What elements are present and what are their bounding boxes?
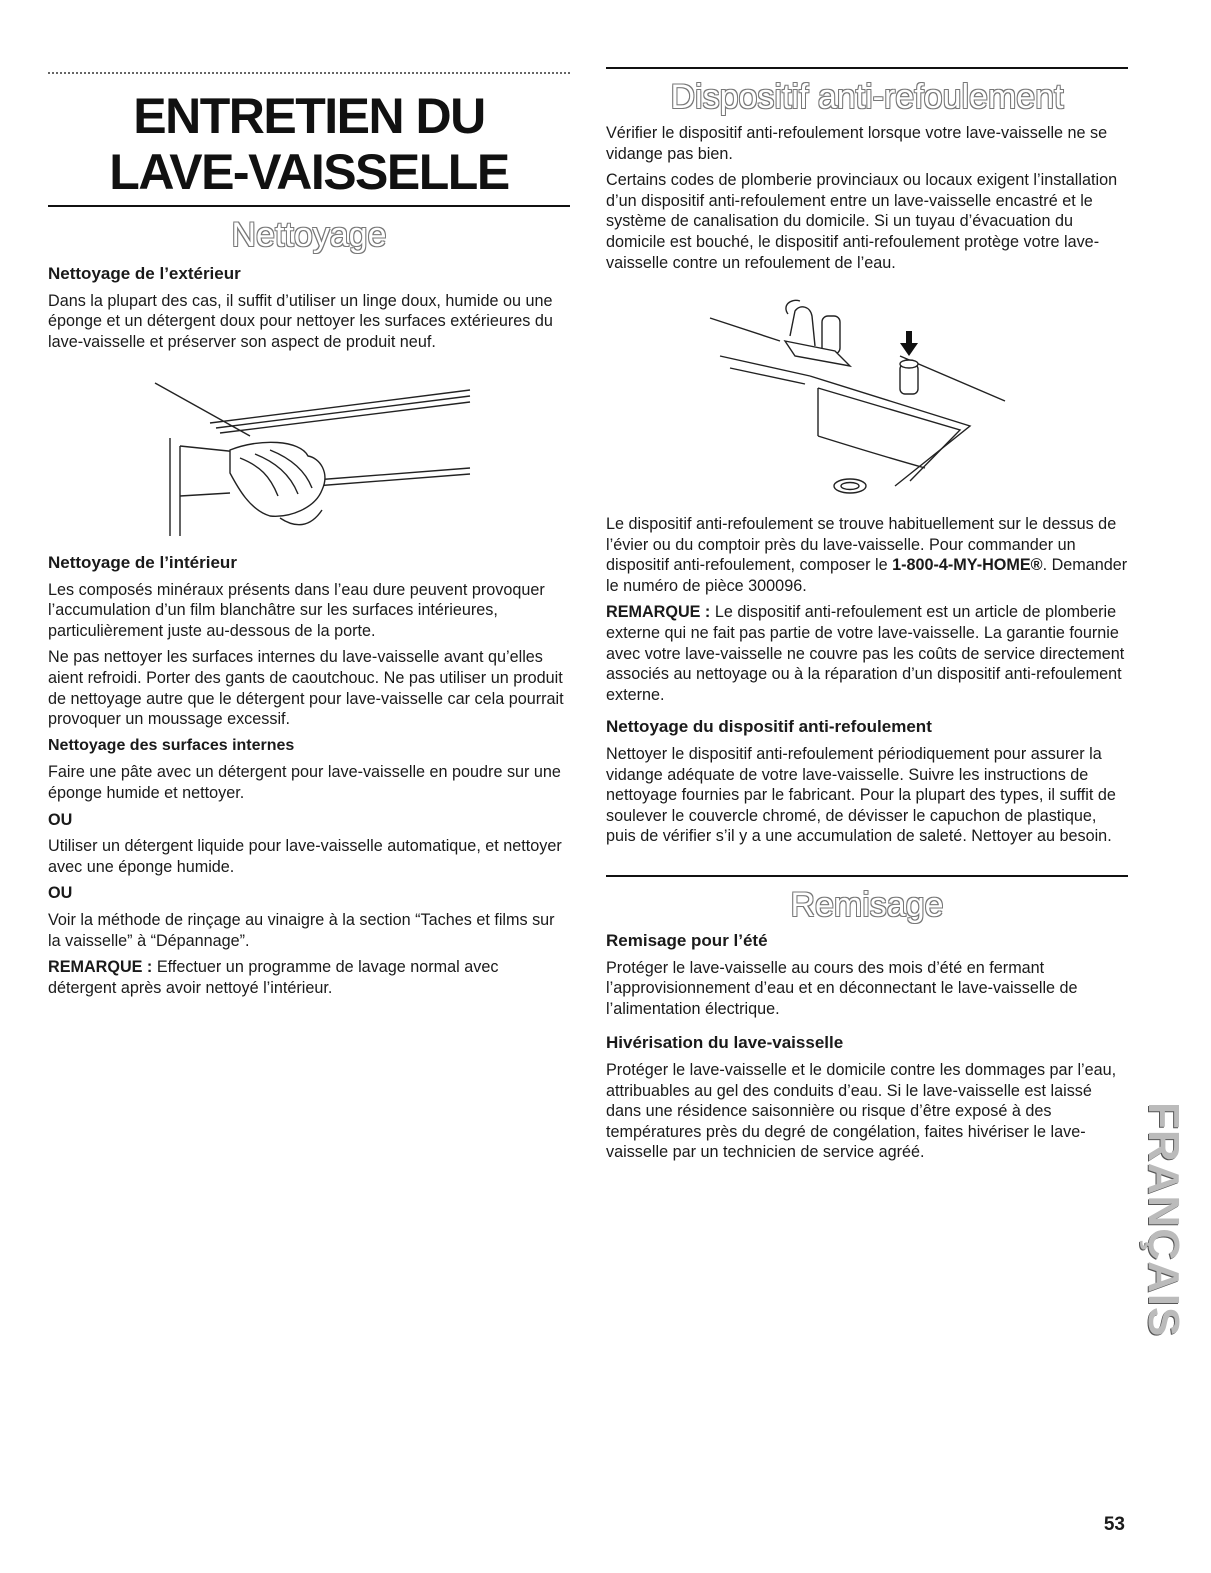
top-dotted-rule: [48, 72, 570, 74]
air-gap-paragraph-1: Vérifier le dispositif anti-refoulement lorsque votre lave-vaisselle ne se vidange pas bien.: [606, 124, 1108, 163]
section-title-nettoyage: Nettoyage: [231, 216, 387, 254]
storage-rule: [606, 875, 1128, 877]
air-gap-location-text: Le dispositif anti-refoulement se trouve habituellement sur le dessus de l’évier ou du comptoir près du lave-vaisselle. Pour commander un dispositif anti-refoulement, composer le: [606, 515, 1117, 575]
air-gap-details-block: [606, 514, 1128, 853]
interior-heading: Nettoyage de l’intérieur: [48, 553, 237, 572]
air-gap-cleaning-text: Nettoyer le dispositif anti-refoulement périodiquement pour assurer la vidange adéquate de votre lave-vaisselle. Suivre les instructions de nettoyage fournies par le fabricant. Pour la plupart des types, il suffit de soulever le couvercle chromé, de dévisser le capuchon de plastique, puis de vérifier s’il y a une accumulation de saleté. Nettoyer au besoin.: [606, 744, 1116, 846]
left-section-rule: [48, 205, 570, 207]
interior-paragraph-3: Faire une pâte avec un détergent pour lave-vaisselle en poudre sur une éponge humide et nettoyer.: [48, 763, 561, 802]
air-gap-note: [606, 602, 1128, 705]
interior-paragraph-4: Utiliser un détergent liquide pour lave-vaisselle automatique, et nettoyer avec une éponge humide.: [48, 837, 562, 876]
section-title-storage: Remisage: [790, 886, 944, 924]
section-title-air-gap: Dispositif anti-refoulement: [670, 78, 1064, 116]
air-gap-paragraph-2: Certains codes de plomberie provinciaux ou locaux exigent l’installation d’un dispositif anti-refoulement entre un lave-vaisselle encastré et le système de canalisation du domicile. Si un tuyau d’évacuation du domicile est bouché, le dispositif anti-refoulement protège votre lave-vaisselle contre un refoulement de l’eau.: [606, 171, 1118, 272]
language-side-tab: FRANÇAIS: [1139, 1102, 1188, 1338]
air-gap-sink-illustration: [700, 296, 1020, 496]
down-arrow-icon: [900, 331, 918, 356]
right-top-rule: [606, 67, 1128, 69]
or-label-1: OU: [48, 810, 73, 829]
interior-paragraph-1: Les composés minéraux présents dans l’eau dure peuvent provoquer l’accumulation d’un film blanchâtre sur les surfaces intérieures, particulièrement juste au-dessous de la porte.: [48, 580, 545, 640]
part-number-text: . Demander le numéro de pièce 300096.: [606, 556, 1128, 595]
exterior-cleaning-block: [48, 264, 568, 358]
exterior-heading: Nettoyage de l’extérieur: [48, 264, 241, 283]
title-line-1: ENTRETIEN DU: [133, 88, 485, 144]
winterizing-heading: Hivérisation du lave-vaisselle: [606, 1033, 844, 1053]
air-gap-note-label: REMARQUE :: [606, 603, 711, 622]
storage-block: [606, 931, 1128, 1169]
or-label-2: OU: [48, 884, 73, 903]
note-text: Effectuer un programme de lavage normal avec détergent après avoir nettoyé l’intérieur.: [48, 958, 499, 997]
phone-number: 1-800-4-MY-HOME®: [892, 556, 1043, 575]
title-line-2: LAVE-VAISSELLE: [109, 144, 509, 200]
air-gap-paragraph-3: [606, 514, 1128, 596]
page-title: [48, 88, 570, 200]
wiping-exterior-illustration: [150, 378, 480, 538]
interior-paragraph-2: Ne pas nettoyer les surfaces internes du lave-vaisselle avant qu’elles aient refroidi. Porter des gants de caoutchouc. Ne pas utiliser un produit de nettoyage autre que le détergent pour lave-vaisselle car cela pourrait provoquer un moussage excessif.: [48, 648, 564, 729]
exterior-text: Dans la plupart des cas, il suffit d’utiliser un linge doux, humide ou une éponge et un détergent doux pour nettoyer les surfaces extérieures du lave-vaisselle et préserver son aspect de produit neuf.: [48, 291, 553, 351]
air-gap-cleaning-heading: Nettoyage du dispositif anti-refoulement: [606, 717, 932, 737]
page-number: 53: [1103, 1514, 1125, 1535]
winterizing-text: Protéger le lave-vaisselle et le domicile contre les dommages par l’eau, attribuables au gel des conduits d’eau. Si le lave-vaisselle est laissé dans une résidence saisonnière ou risque d’être exposé à des températures près du degré de congélation, faites hivériser le lave-vaisselle par un technicien de service agréé.: [606, 1060, 1117, 1162]
interior-cleaning-block: [48, 553, 568, 1004]
interior-note: [48, 957, 568, 998]
air-gap-note-text: Le dispositif anti-refoulement est un article de plomberie externe qui ne fait pas partie de votre lave-vaisselle. La garantie fournie avec votre lave-vaisselle ne couvre pas les coûts de service directement associés au nettoyage ou à la réparation d’un dispositif anti-refoulement externe.: [606, 603, 1125, 704]
note-label: REMARQUE :: [48, 958, 153, 977]
interior-paragraph-5: Voir la méthode de rinçage au vinaigre à la section “Taches et films sur la vaisselle” à “Dépannage”.: [48, 910, 555, 950]
summer-storage-text: Protéger le lave-vaisselle au cours des mois d’été en fermant l’approvisionnement d’eau et en déconnectant le lave-vaisselle de l’alimentation électrique.: [606, 958, 1078, 1018]
air-gap-intro-block: [606, 123, 1128, 279]
internal-surfaces-heading: Nettoyage des surfaces internes: [48, 736, 295, 754]
summer-storage-heading: Remisage pour l’été: [606, 931, 768, 950]
